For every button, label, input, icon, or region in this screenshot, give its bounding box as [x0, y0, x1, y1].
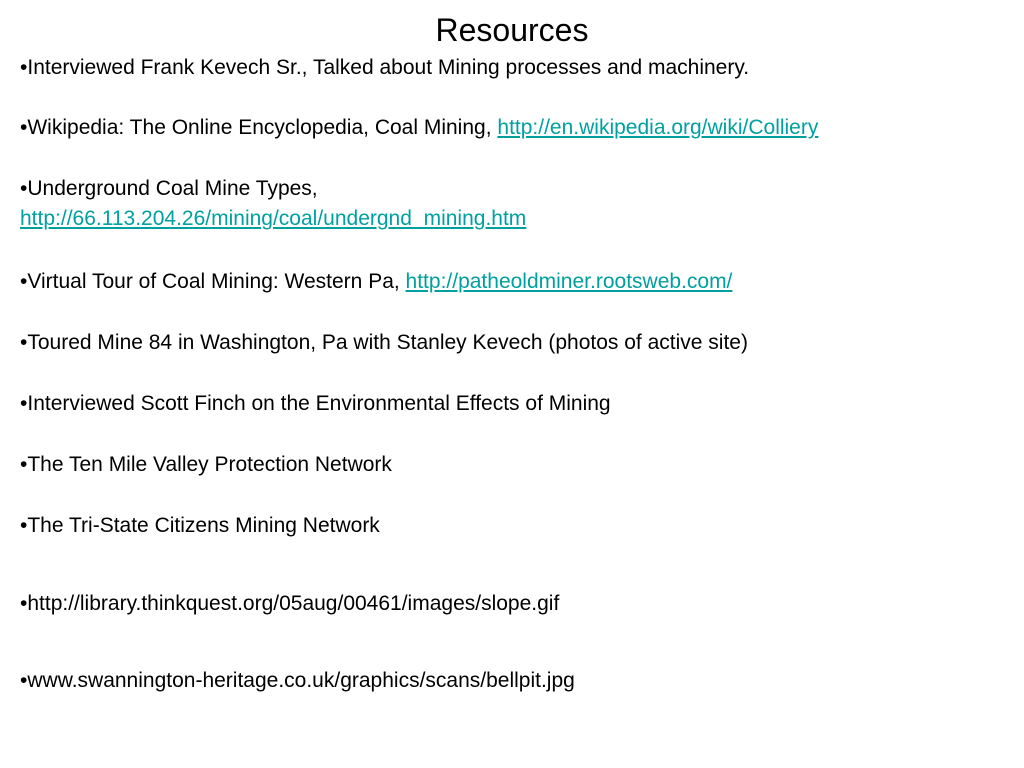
resource-item-1: [20, 55, 749, 81]
resource-item-4: [20, 269, 732, 295]
resource-text: Toured Mine 84 in Washington, Pa with Stanley Kevech (photos of active site): [27, 331, 748, 354]
slide-title: Resources: [435, 12, 589, 48]
resource-link-patheoldminer[interactable]: http://patheoldminer.rootsweb.com/: [405, 270, 733, 293]
resource-item-2: [20, 115, 818, 141]
bullet: •: [20, 453, 28, 476]
resource-item-9: [20, 591, 559, 617]
bullet: •: [20, 669, 28, 692]
resource-text: Virtual Tour of Coal Mining: Western Pa,: [27, 270, 406, 293]
bullet: •: [20, 270, 28, 293]
resource-item-10: [20, 668, 575, 694]
resource-text: www.swannington-heritage.co.uk/graphics/scans/bellpit.jpg: [27, 669, 575, 692]
resource-text: Interviewed Scott Finch on the Environmental Effects of Mining: [27, 392, 611, 415]
resource-text: The Tri-State Citizens Mining Network: [27, 514, 380, 537]
resource-text: Wikipedia: The Online Encyclopedia, Coal Mining,: [27, 116, 498, 139]
resource-item-5: [20, 330, 748, 356]
bullet: •: [20, 392, 28, 415]
resource-text: http://library.thinkquest.org/05aug/00461/images/slope.gif: [27, 592, 560, 615]
resource-item-3: [20, 176, 318, 202]
bullet: •: [20, 116, 28, 139]
bullet: •: [20, 56, 28, 79]
resource-link-undergnd-mining[interactable]: http://66.113.204.26/mining/coal/undergnd_mining.htm: [20, 207, 527, 230]
resource-item-6: [20, 391, 611, 417]
bullet: •: [20, 514, 28, 537]
resource-text: The Ten Mile Valley Protection Network: [27, 453, 392, 476]
resource-item-7: [20, 452, 392, 478]
resource-link-wikipedia[interactable]: http://en.wikipedia.org/wiki/Colliery: [497, 116, 819, 139]
resource-item-3-link-line: [20, 206, 526, 232]
bullet: •: [20, 592, 28, 615]
bullet: •: [20, 331, 28, 354]
resource-text: Interviewed Frank Kevech Sr., Talked about Mining processes and machinery.: [27, 56, 750, 79]
resource-item-8: [20, 513, 380, 539]
resource-text: Underground Coal Mine Types,: [27, 177, 318, 200]
bullet: •: [20, 177, 28, 200]
